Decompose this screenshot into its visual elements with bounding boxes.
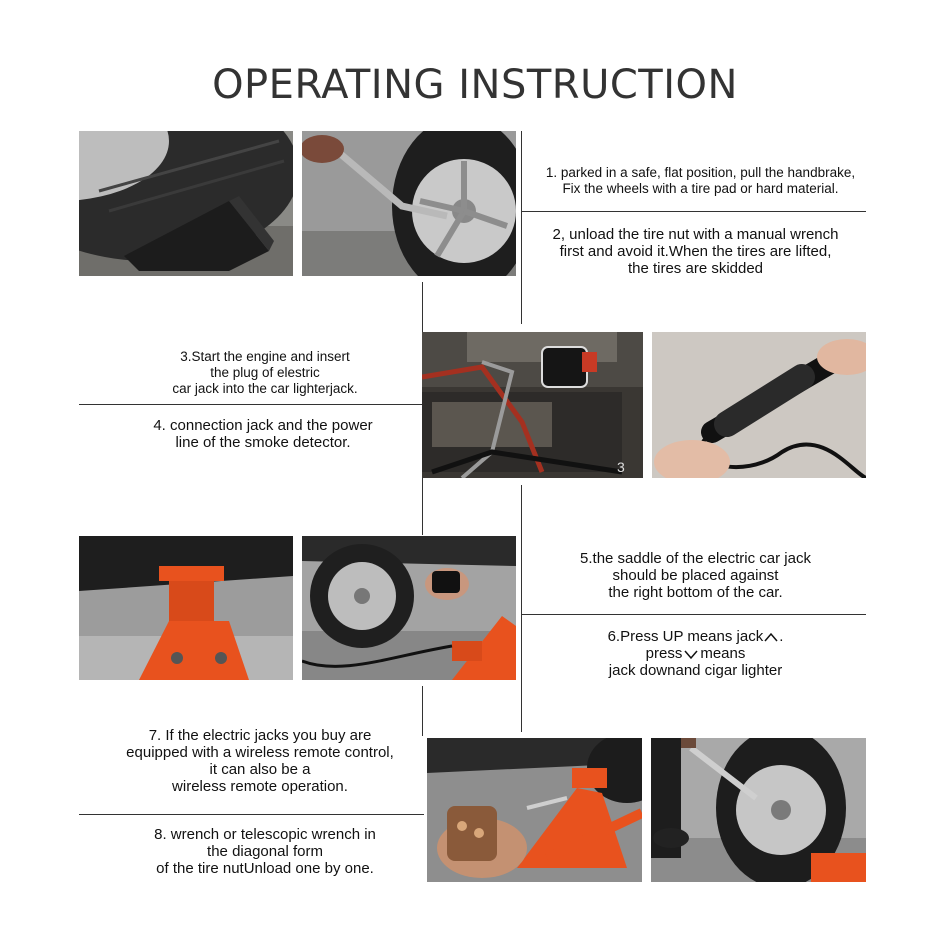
step-5-text: 5.the saddle of the electric car jack should be placed against the right bottom of the car. bbox=[580, 550, 811, 601]
step-2-text: 2, unload the tire nut with a manual wrench first and avoid it.When the tires are lifted, the tires are skidded bbox=[552, 226, 839, 277]
step-8-text: 8. wrench or telescopic wrench in the diagonal form of the tire nutUnload one by one. bbox=[154, 826, 376, 877]
tire-chock-photo bbox=[79, 131, 293, 276]
battery-number-label: 3 bbox=[617, 459, 625, 475]
chevron-up-icon bbox=[763, 631, 779, 643]
divider-vertical bbox=[422, 478, 423, 535]
step-3-text: 3.Start the engine and insert the plug of elestric car jack into the car lighterjack. bbox=[172, 349, 358, 396]
step-7-text: 7. If the electric jacks you buy are equipped with a wireless remote control, it can also be a wireless remote operation. bbox=[126, 727, 394, 795]
divider-horizontal bbox=[79, 814, 424, 815]
telescopic-wrench-photo bbox=[651, 738, 866, 882]
wrench-on-wheel-photo bbox=[302, 131, 516, 276]
step-6-means: means bbox=[700, 645, 746, 662]
divider-horizontal bbox=[79, 404, 424, 405]
step-4-text: 4. connection jack and the power line of the smoke detector. bbox=[153, 417, 373, 451]
divider-vertical bbox=[422, 282, 423, 332]
step-6-line-1: 6.Press UP means jack bbox=[607, 628, 764, 645]
step-6-text: 6.Press UP means jack . press means jack downand cigar lighter bbox=[523, 628, 868, 679]
divider-vertical bbox=[422, 686, 423, 736]
chevron-down-icon bbox=[682, 648, 700, 660]
step-6-line-3: jack downand cigar lighter bbox=[608, 662, 783, 679]
step-6-press: press bbox=[645, 645, 683, 662]
divider-vertical bbox=[521, 131, 522, 324]
jack-saddle-photo bbox=[79, 536, 293, 680]
car-battery-plug-photo bbox=[422, 332, 643, 478]
remote-control-jack-photo bbox=[302, 536, 516, 680]
divider-horizontal bbox=[521, 614, 866, 615]
divider-horizontal bbox=[521, 211, 866, 212]
page-title: OPERATING INSTRUCTION bbox=[212, 62, 738, 108]
divider-vertical bbox=[521, 485, 522, 732]
cable-connector-photo bbox=[652, 332, 866, 478]
step-1-text: 1. parked in a safe, flat position, pull the handbrake, Fix the wheels with a tire pad or hard material. bbox=[545, 165, 856, 196]
remote-and-jack-photo bbox=[427, 738, 642, 882]
